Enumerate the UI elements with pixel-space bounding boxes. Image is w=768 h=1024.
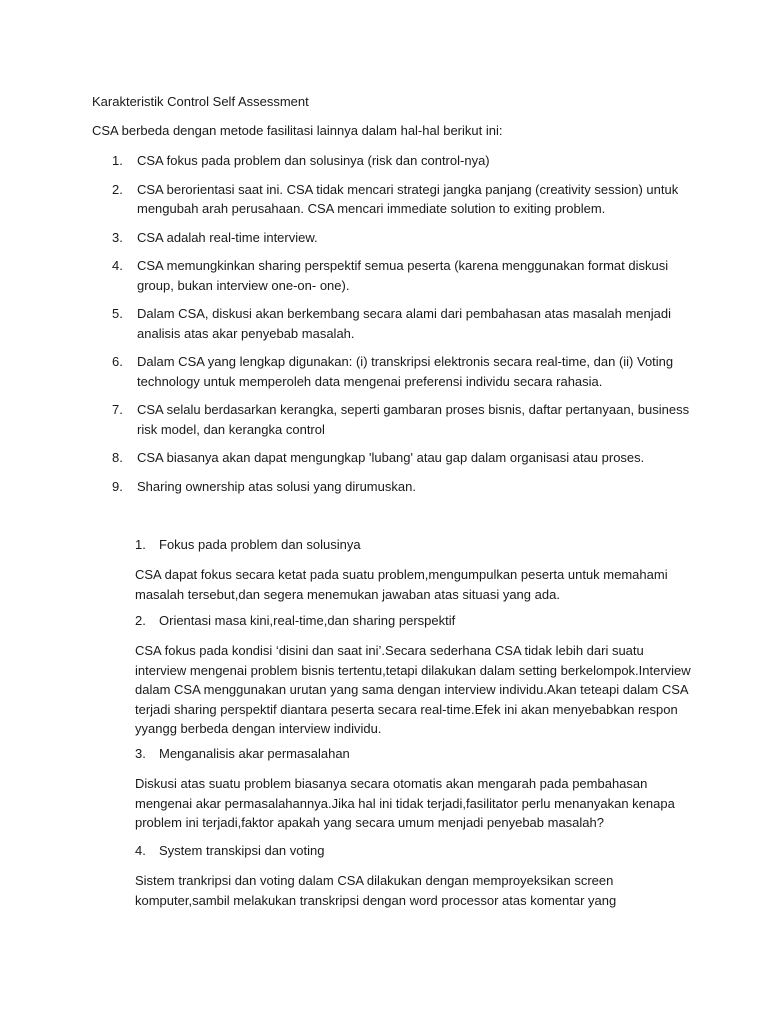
- section-orientasi: [135, 612, 695, 739]
- list-item: [92, 448, 692, 468]
- section-heading-text: Fokus pada problem dan solusinya: [159, 537, 361, 552]
- list-item-text: Dalam CSA yang lengkap digunakan: (i) transkripsi elektronis secara real-time, dan (ii) Voting technology untuk memperoleh data mengenai preferensi individu secara rahasia.: [137, 354, 674, 389]
- list-item: [92, 151, 692, 171]
- characteristics-list: [92, 151, 692, 505]
- list-item-number: 1.: [112, 153, 123, 168]
- list-item-number: 7.: [112, 402, 123, 417]
- list-item-text: CSA adalah real-time interview.: [137, 229, 318, 245]
- section-body: Diskusi atas suatu problem biasanya secara otomatis akan mengarah pada pembahasan mengenai akar permasalahannya.Jika hal ini tidak terjadi,fasilitator perlu menanyakan kenapa problem ini terjadi,faktor apakah yang secara umum menjadi penyebab masalah?: [135, 776, 675, 830]
- section-number: 4.: [135, 843, 146, 858]
- list-item-text: CSA fokus pada problem dan solusinya (risk dan control-nya): [137, 153, 490, 168]
- list-item: [92, 477, 692, 497]
- section-heading-text: Orientasi masa kini,real-time,dan sharing perspektif: [159, 613, 456, 628]
- list-item-text: CSA biasanya akan dapat mengungkap 'lubang' atau gap dalam organisasi atau proses.: [137, 450, 645, 465]
- intro-paragraph: CSA berbeda dengan metode fasilitasi lainnya dalam hal-hal berikut ini:: [92, 123, 503, 138]
- list-item-number: 5.: [112, 306, 123, 321]
- list-item-number: 9.: [112, 478, 123, 494]
- list-item-text: CSA berorientasi saat ini. CSA tidak mencari strategi jangka panjang (creativity session) untuk mengubah arah perusahaan. CSA mencari immediate solution to exiting problem.: [137, 181, 679, 216]
- section-body: Sistem trankripsi dan voting dalam CSA dilakukan dengan memproyeksikan screen komputer,sambil melakukan transkripsi dengan word processor atas komentar yang: [135, 873, 617, 908]
- list-item: [92, 180, 692, 219]
- list-item-text: Sharing ownership atas solusi yang dirumuskan.: [137, 478, 416, 494]
- section-body: CSA fokus pada kondisi ‘disini dan saat ini’.Secara sederhana CSA tidak lebih dari suatu interview mengenai problem bisnis tertentu,tetapi dilakukan dalam setting berkelompok.Interview dalam CSA menggunakan urutan yang sama dengan interview individu.Akan teteapi dalam CSA terjadi sharing perspektif diantara peserta secara real-time.Efek ini akan menyebabkan respon yyangg berbeda dengan interview individu.: [135, 643, 691, 736]
- section-body: CSA dapat fokus secara ketat pada suatu problem,mengumpulkan peserta untuk memahami masalah tersebut,dan segera menemukan jawaban atas situasi yang ada.: [135, 567, 668, 602]
- section-number: 1.: [135, 537, 146, 552]
- list-item-text: CSA selalu berdasarkan kerangka, seperti gambaran proses bisnis, daftar pertanyaan, business risk model, dan kerangka control: [137, 402, 690, 437]
- list-item: [92, 352, 692, 391]
- list-item-text: CSA memungkinkan sharing perspektif semua peserta (karena menggunakan format diskusi group, bukan interview one-on- one).: [137, 258, 669, 293]
- list-item-text: Dalam CSA, diskusi akan berkembang secara alami dari pembahasan atas masalah menjadi analisis atas akar penyebab masalah.: [137, 306, 671, 341]
- section-number: 2.: [135, 613, 146, 628]
- section-heading-text: Menganalisis akar permasalahan: [159, 746, 350, 761]
- section-heading: [135, 612, 695, 630]
- list-item-number: 6.: [112, 354, 123, 369]
- list-item: [92, 228, 692, 248]
- list-item-number: 2.: [112, 181, 123, 197]
- section-number: 3.: [135, 746, 146, 761]
- list-item: [92, 304, 692, 343]
- section-akar: [135, 745, 695, 833]
- list-item-number: 4.: [112, 258, 123, 273]
- list-item-number: 3.: [112, 229, 123, 245]
- document-title: Karakteristik Control Self Assessment: [92, 94, 309, 109]
- list-item: [92, 400, 692, 439]
- section-heading: [135, 745, 695, 763]
- list-item: [92, 256, 692, 295]
- section-heading: [135, 842, 695, 860]
- section-transkripsi: [135, 842, 695, 910]
- section-heading-text: System transkipsi dan voting: [159, 843, 325, 858]
- section-fokus: [135, 536, 695, 604]
- section-heading: [135, 536, 695, 554]
- list-item-number: 8.: [112, 450, 123, 465]
